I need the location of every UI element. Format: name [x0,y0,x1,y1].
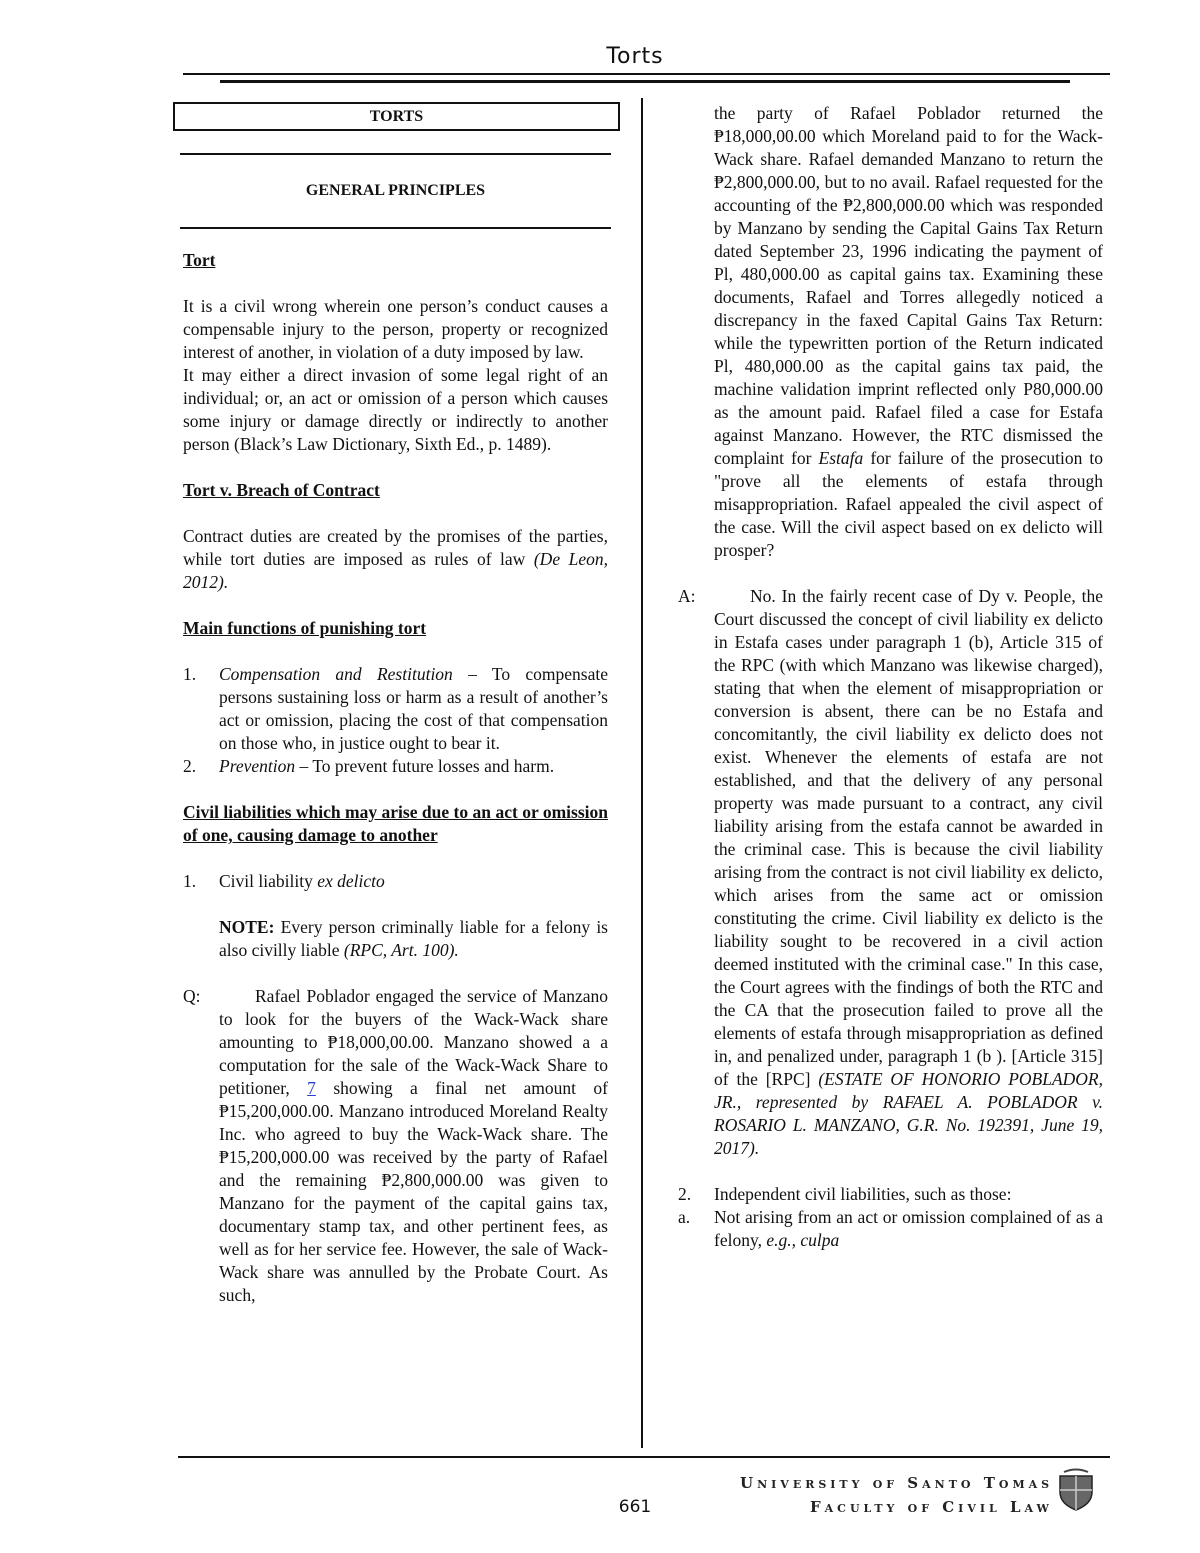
function-text: – To compensate persons sustaining loss or harm as a result of another’s act or omission, placing the cost of that compensation on those who, in justice ought to bear it. [219,664,608,753]
sub-item-a [678,1206,1103,1252]
heading-main-functions: Main functions of punishing tort [183,618,427,638]
note-text: Every person criminally liable for a felony is also civilly liable [219,917,608,960]
question-cont-text-2: for failure of the prosecution to "prove all the elements of estafa through misappropriation. Rafael appealed the civil aspect of the case. Will the civil aspect based on ex delicto will prosper? [714,448,1103,560]
section-title: GENERAL PRINCIPLES [305,182,486,199]
header-rule-bottom [220,80,1070,83]
footnote-link[interactable]: 7 [307,1078,316,1098]
note-citation: (RPC, Art. 100). [343,940,459,960]
column-divider [641,98,643,1448]
note-label: NOTE: [219,917,275,937]
running-header-title: Torts [606,44,664,69]
function-number: 1. [183,664,197,684]
question-text-cont: showing a final net amount of ₱15,200,000.00. Manzano introduced Moreland Realty Inc. who agreed to buy the Wack-Wack share. The ₱15,200,000.00 was received by the party of Rafael and the remaining ₱2,800,000.00 was given to Manzano for the payment of the capital gains tax, documentary stamp tax, and other pertinent fees, as well as for her service fee. However, the sale of Wack-Wack share was annulled by the Probate Court. As such, [219,1078,608,1305]
university-crest-icon [1056,1468,1096,1512]
tort-v-breach-body: Contract duties are created by the promises of the parties, while tort duties are imposed as rules of law [183,526,608,569]
function-label: Compensation and Restitution [219,664,453,684]
sub-item-text: Not arising from an act or omission complained of as a felony, [714,1207,1103,1250]
tort-v-breach-text [183,525,608,594]
question-block [183,985,608,1307]
item-number: 2. [678,1184,692,1204]
question-label: Q: [183,986,201,1006]
question-continuation [678,102,1103,562]
tort-v-breach-citation: (De Leon, 2012). [183,549,608,592]
sub-item-letter: a. [678,1207,691,1227]
page-number: 661 [618,1497,652,1517]
tort-definition: It is a civil wrong wherein one person’s conduct causes a compensable injury to the person, property or recognized interest of another, in violation of a duty imposed by law. [183,296,608,362]
answer-block [678,585,1103,1160]
function-item-1 [183,663,608,755]
function-number: 2. [183,756,197,776]
note-block [183,916,608,962]
question-cont-italic: Estafa [818,448,864,468]
header-rule-top [183,73,1110,75]
tort-definition-2: It may either a direct invasion of some legal right of an individual; or, an act or omission of a person which causes some injury or damage directly or indirectly to another person (Black’s Law Dictionary, Sixth Ed., p. 1489). [183,365,608,454]
civil-liability-item-1 [183,870,608,893]
answer-label: A: [678,586,696,606]
heading-civil-liabilities: Civil liabilities which may arise due to an act or omission of one, causing damage to another [183,802,608,845]
footer-rule [178,1456,1110,1458]
question-cont-text: the party of Rafael Poblador returned the ₱18,000,00.00 which Moreland paid to for the Wack-Wack share. Rafael demanded Manzano to return the ₱2,800,000.00, but to no avail. Rafael requested for the accounting of the ₱2,800,000.00 which was responded by Manzano by sending the Capital Gains Tax Return dated September 23, 1996 indicating the payment of Pl, 480,000.00 as capital gains tax. Examining these documents, Rafael and Torres allegedly noticed a discrepancy in the faxed Capital Gains Tax Return: while the typewritten portion of the Return indicated Pl, 480,000.00 as the capital gains tax paid, the machine validation imprint reflected only P80,000.00 as the amount paid. Rafael filed a case for Estafa against Manzano. However, the RTC dismissed the complaint for [714,103,1103,468]
faculty-name: Faculty of Civil Law [810,1498,1053,1516]
civil-liability-item-2 [678,1183,1103,1206]
left-column [183,102,608,1307]
university-name: University of Santo Tomas [740,1474,1054,1492]
item-text: Civil liability [219,871,318,891]
question-text: Rafael Poblador engaged the service of Manzano to look for the buyers of the Wack-Wack share amounting to ₱18,000,00.00. Manzano showed a a computation for the sale of the Wack-Wack Share to petitioner, [219,986,608,1098]
item-text: Independent civil liabilities, such as those: [714,1184,1012,1204]
answer-citation: (ESTATE OF HONORIO POBLADOR, JR., represented by RAFAEL A. POBLADOR v. ROSARIO L. MANZANO, G.R. No. 192391, June 19, 2017). [714,1069,1103,1158]
sub-item-italic: e.g., culpa [766,1230,840,1250]
heading-tort: Tort [183,250,216,270]
heading-tort-v-breach: Tort v. Breach of Contract [183,480,380,500]
item-number: 1. [183,871,197,891]
answer-text: No. In the fairly recent case of Dy v. People, the Court discussed the concept of civil liability ex delicto in Estafa cases under paragraph 1 (b), Article 315 of the RPC (with which Manzano was likewise charged), stating that when the element of misappropriation or conversion is absent, there can be no Estafa and concomitantly, the civil liability ex delicto does not exist. Whenever the elements of estafa are not established, and that the delivery of any personal property was made pursuant to a contract, any civil liability arising from the estafa cannot be awarded in the criminal case. This is because the civil liability arising from the contract is not civil liability ex delicto, which arises from the same act or omission constituting the crime. Civil liability ex delicto is the liability sought to be recovered in a civil action deemed instituted with the criminal case." In this case, the Court agrees with the findings of both the RTC and the CA that the prosecution failed to prove all the elements of estafa through misappropriation as defined in, and penalized under, paragraph 1 (b ). [Article 315] of the [RPC] [714,586,1103,1089]
function-label: Prevention [219,756,296,776]
item-italic: ex delicto [317,871,385,891]
right-column [678,102,1103,1252]
function-item-2 [183,755,608,778]
function-text: – To prevent future losses and harm. [295,756,555,776]
chapter-box-title: TORTS [173,102,620,131]
